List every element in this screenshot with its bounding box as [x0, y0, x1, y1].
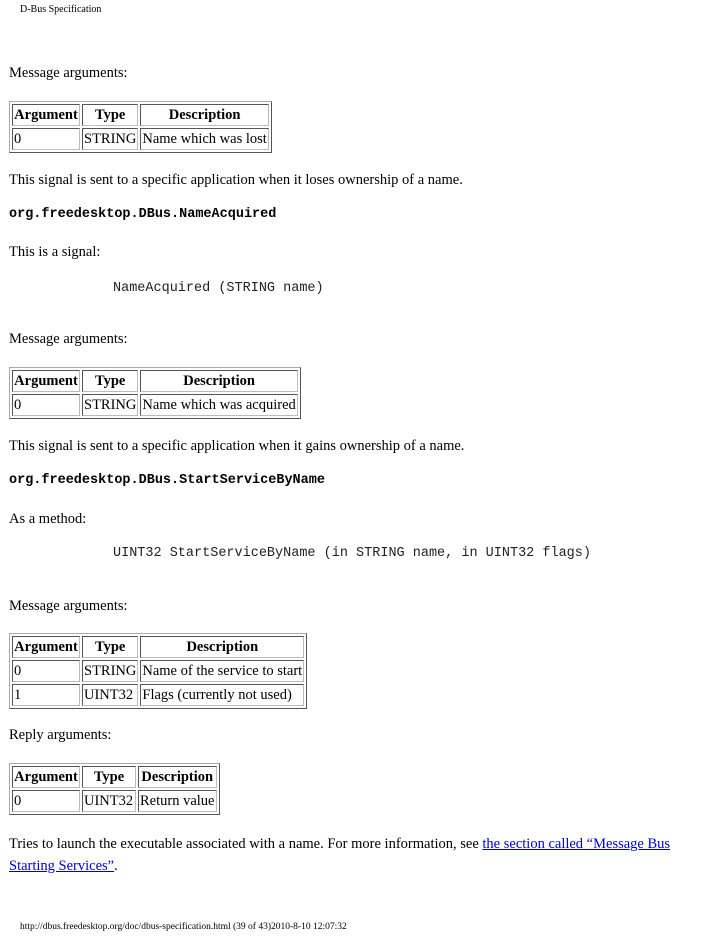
method-description	[9, 833, 719, 877]
table-row	[12, 684, 304, 706]
page-header: D-Bus Specification	[20, 4, 102, 15]
cell-description: Name which was acquired	[140, 394, 297, 416]
signal-intro: This is a signal:	[9, 244, 101, 260]
cell-description: Return value	[138, 790, 217, 812]
column-header-description: Description	[140, 370, 297, 392]
cell-description: Name of the service to start	[140, 660, 304, 682]
arguments-table	[9, 633, 307, 709]
column-header-type: Type	[82, 766, 136, 788]
reply-arguments-label: Reply arguments:	[9, 727, 112, 743]
column-header-type: Type	[82, 370, 138, 392]
cell-type: UINT32	[82, 790, 136, 812]
section-title-start-service-by-name: org.freedesktop.DBus.StartServiceByName	[9, 473, 325, 488]
message-arguments-label: Message arguments:	[9, 331, 128, 347]
column-header-type: Type	[82, 104, 138, 126]
column-header-argument: Argument	[12, 766, 80, 788]
method-signature: UINT32 StartServiceByName (in STRING name, in UINT32 flags)	[113, 546, 591, 561]
cell-type: UINT32	[82, 684, 138, 706]
signal-signature: NameAcquired (STRING name)	[113, 281, 324, 296]
cell-type: STRING	[82, 128, 138, 150]
signal-description: This signal is sent to a specific application when it loses ownership of a name.	[9, 172, 463, 188]
page-footer-url: http://dbus.freedesktop.org/doc/dbus-specification.html (39 of 43)2010-8-10 12:07:32	[20, 922, 347, 932]
method-intro: As a method:	[9, 511, 87, 527]
message-arguments-label: Message arguments:	[9, 598, 128, 614]
column-header-description: Description	[138, 766, 217, 788]
table-row	[12, 394, 298, 416]
column-header-type: Type	[82, 636, 138, 658]
table-row	[12, 660, 304, 682]
column-header-argument: Argument	[12, 636, 80, 658]
reply-arguments-table	[9, 763, 220, 815]
cell-argument: 0	[12, 128, 80, 150]
arguments-table	[9, 101, 272, 153]
column-header-argument: Argument	[12, 370, 80, 392]
cell-argument: 0	[12, 394, 80, 416]
signal-description: This signal is sent to a specific application when it gains ownership of a name.	[9, 438, 465, 454]
arguments-table	[9, 367, 301, 419]
cell-description: Flags (currently not used)	[140, 684, 304, 706]
column-header-description: Description	[140, 104, 268, 126]
table-row	[12, 790, 217, 812]
message-bus-starting-services-link[interactable]: the section called “Message Bus Starting Services”	[9, 836, 671, 874]
method-description-text: Tries to launch the executable associated with a name. For more information, see	[9, 836, 483, 852]
cell-type: STRING	[82, 394, 138, 416]
cell-argument: 0	[12, 660, 80, 682]
cell-type: STRING	[82, 660, 138, 682]
message-arguments-label: Message arguments:	[9, 65, 128, 81]
section-title-name-acquired: org.freedesktop.DBus.NameAcquired	[9, 207, 277, 222]
column-header-argument: Argument	[12, 104, 80, 126]
cell-argument: 0	[12, 790, 80, 812]
cell-description: Name which was lost	[140, 128, 268, 150]
column-header-description: Description	[140, 636, 304, 658]
cell-argument: 1	[12, 684, 80, 706]
method-description-end: .	[114, 858, 118, 874]
table-row	[12, 128, 269, 150]
